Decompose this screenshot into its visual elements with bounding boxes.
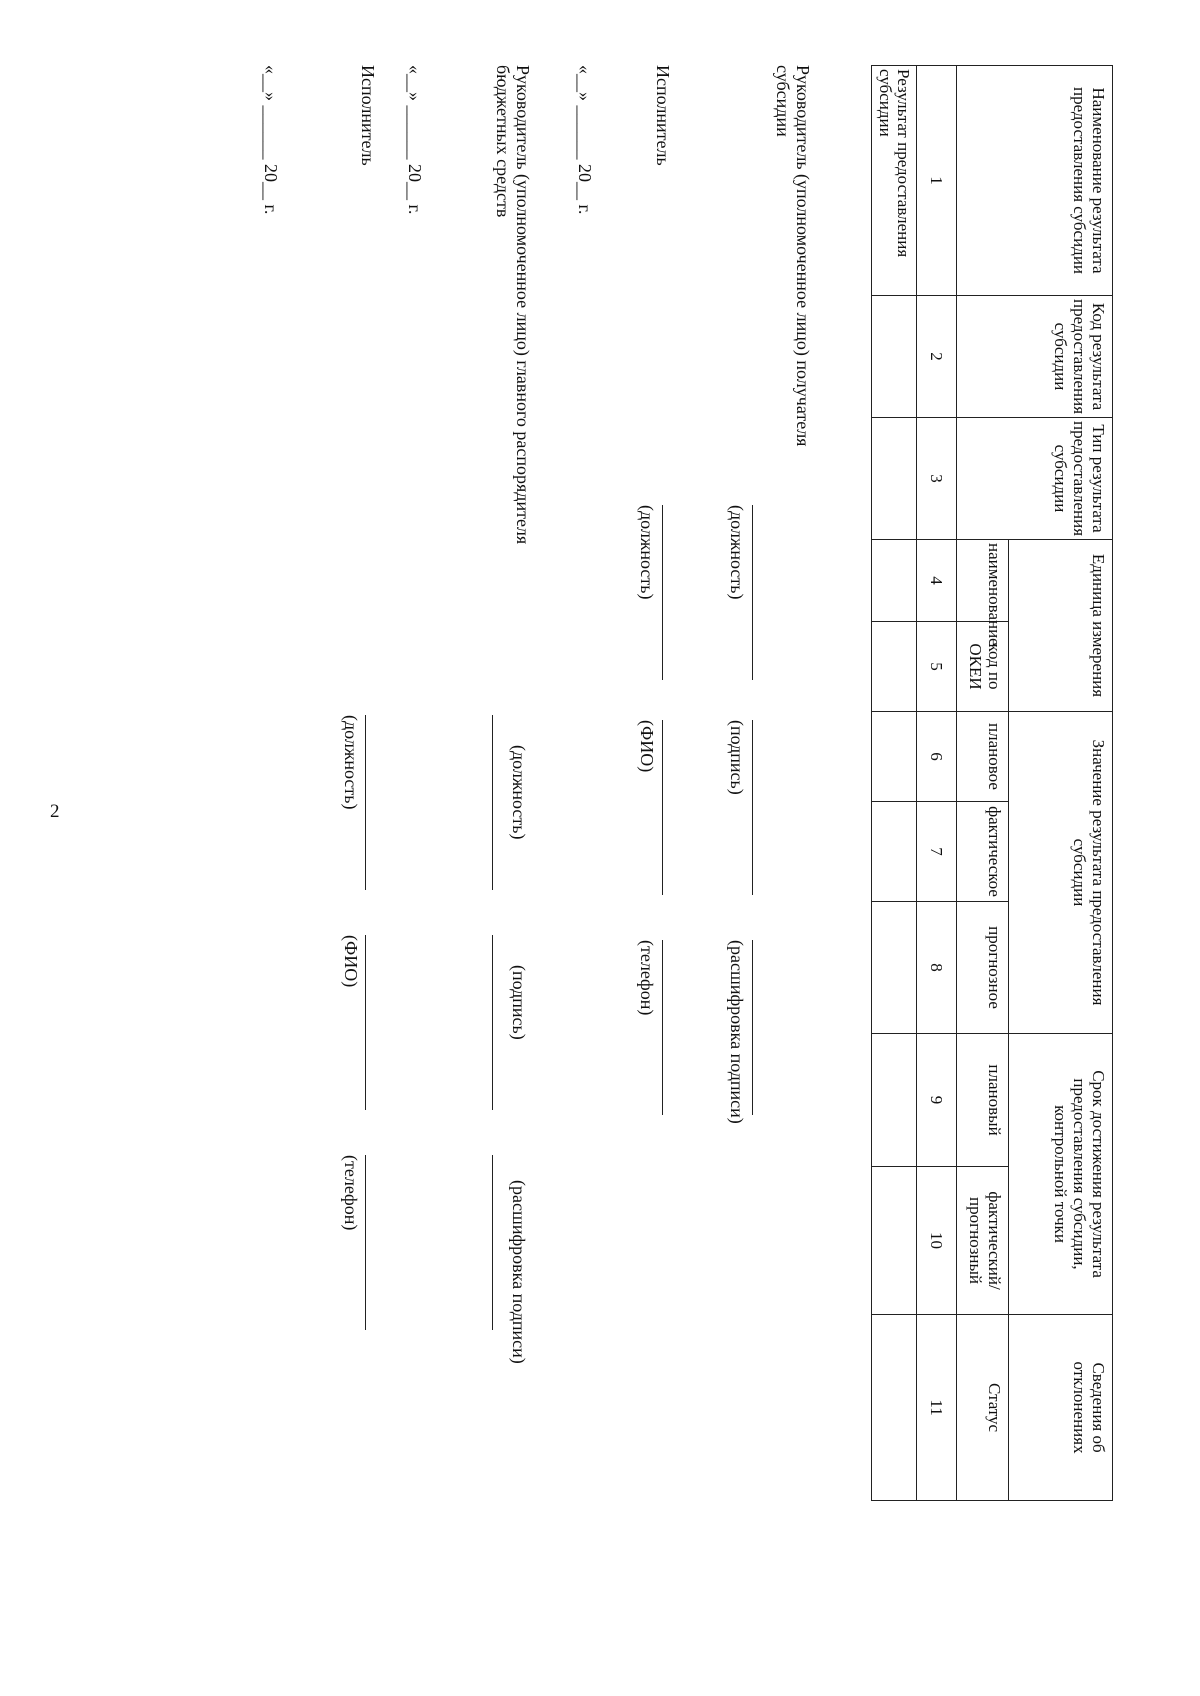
phone-line bbox=[365, 1155, 366, 1330]
signature-line bbox=[752, 720, 753, 895]
decoding-caption: (расшифровка подписи) bbox=[727, 940, 747, 1124]
header-value: Значение результата предоставления субсидии bbox=[1009, 712, 1113, 1034]
table-cell bbox=[872, 712, 917, 802]
header-value-forecast: прогнозное bbox=[957, 902, 1009, 1034]
column-number: 7 bbox=[917, 802, 957, 902]
phone-caption: (телефон) bbox=[637, 940, 657, 1016]
position-caption: (должность) bbox=[509, 745, 529, 840]
table-cell bbox=[872, 622, 917, 712]
header-unit-code: код по ОКЕИ bbox=[957, 622, 1009, 712]
head-recipient-label: Руководитель (уполномоченное лицо) получателя субсидии bbox=[773, 65, 813, 447]
signature-caption: (подпись) bbox=[727, 720, 747, 795]
date-line: «__» ______ 20__ г. bbox=[261, 65, 281, 215]
header-code: Код результата предоставления субсидии bbox=[957, 296, 1113, 418]
table-cell bbox=[872, 1315, 917, 1501]
date-line: «__» ______ 20__ г. bbox=[575, 65, 595, 215]
column-number: 8 bbox=[917, 902, 957, 1034]
position-caption: (должность) bbox=[727, 505, 747, 600]
position-line bbox=[492, 715, 493, 890]
decoding-line bbox=[492, 1155, 493, 1330]
position-caption: (должность) bbox=[637, 505, 657, 600]
fio-line bbox=[662, 720, 663, 895]
table-cell bbox=[872, 802, 917, 902]
header-type: Тип результата предоставления субсидии bbox=[957, 418, 1113, 540]
position-line bbox=[662, 505, 663, 680]
column-number: 10 bbox=[917, 1167, 957, 1315]
position-line bbox=[365, 715, 366, 890]
table-cell bbox=[872, 1034, 917, 1167]
fio-line bbox=[365, 935, 366, 1110]
page-number: 2 bbox=[50, 801, 60, 822]
row-label: Результат предоставления субсидии bbox=[872, 66, 917, 296]
header-value-fact: фактическое bbox=[957, 802, 1009, 902]
decoding-line bbox=[752, 940, 753, 1115]
column-number: 4 bbox=[917, 540, 957, 622]
header-value-plan: плановое bbox=[957, 712, 1009, 802]
header-deadline: Срок достижения результата предоставления субсидии, контрольной точки bbox=[1009, 1034, 1113, 1315]
column-number: 3 bbox=[917, 418, 957, 540]
phone-caption: (телефон) bbox=[341, 1155, 361, 1231]
signature-line bbox=[492, 935, 493, 1110]
phone-line bbox=[662, 940, 663, 1115]
column-number: 2 bbox=[917, 296, 957, 418]
table-cell bbox=[872, 540, 917, 622]
table-cell bbox=[872, 296, 917, 418]
signature-caption: (подпись) bbox=[509, 965, 529, 1040]
fio-caption: (ФИО) bbox=[341, 935, 361, 988]
header-unit: Единица измерения bbox=[1009, 540, 1113, 712]
column-number: 9 bbox=[917, 1034, 957, 1167]
column-number: 6 bbox=[917, 712, 957, 802]
header-deadline-plan: плановый bbox=[957, 1034, 1009, 1167]
executor-label: Исполнитель bbox=[358, 65, 378, 166]
decoding-caption: (расшифровка подписи) bbox=[509, 1180, 529, 1364]
header-name: Наименование результата предоставления субсидии bbox=[957, 66, 1113, 296]
head-manager-label: Руководитель (уполномоченное лицо) главного распорядителя бюджетных средств bbox=[493, 65, 533, 545]
column-number: 1 bbox=[917, 66, 957, 296]
header-status: Статус bbox=[957, 1315, 1009, 1501]
fio-caption: (ФИО) bbox=[637, 720, 657, 773]
column-number: 11 bbox=[917, 1315, 957, 1501]
position-line bbox=[752, 505, 753, 680]
date-line: «__» ______ 20__ г. bbox=[405, 65, 425, 215]
table-cell bbox=[872, 418, 917, 540]
report-table bbox=[871, 65, 1113, 1501]
table-cell bbox=[872, 1167, 917, 1315]
header-deadline-fact: фактический/прогнозный bbox=[957, 1167, 1009, 1315]
position-caption: (должность) bbox=[341, 715, 361, 810]
header-deviation: Сведения об отклонениях bbox=[1009, 1315, 1113, 1501]
table-cell bbox=[872, 902, 917, 1034]
column-number: 5 bbox=[917, 622, 957, 712]
executor-label: Исполнитель bbox=[653, 65, 673, 166]
rotated-form bbox=[113, 65, 1113, 1570]
header-unit-name: наименование bbox=[957, 540, 1009, 622]
